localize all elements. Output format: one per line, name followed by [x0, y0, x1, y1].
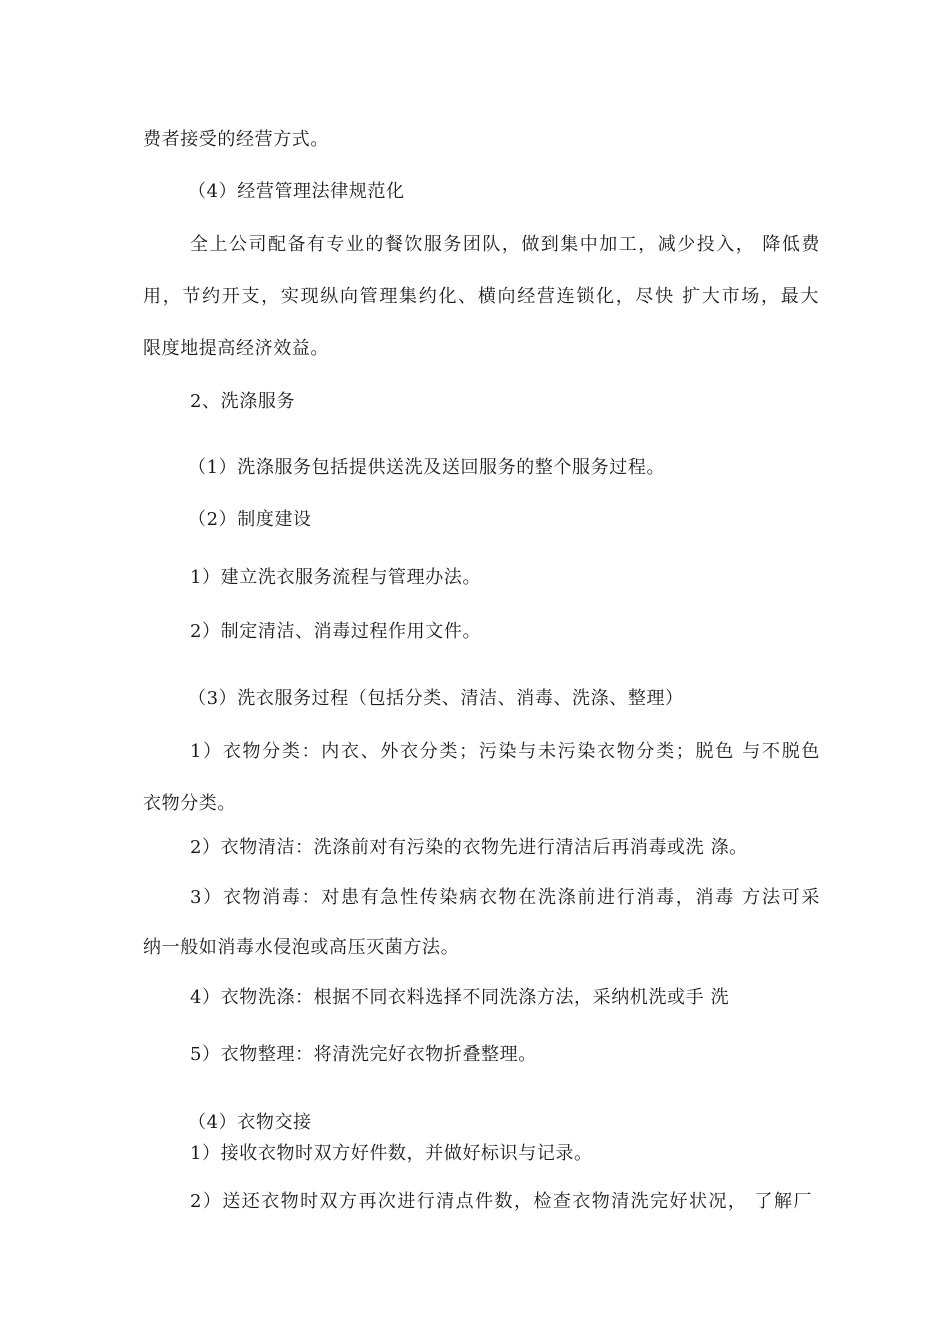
list-item: 4）衣物洗涤：根据不同衣料选择不同洗涤方法，采纳机洗或手 洗 [190, 987, 730, 1008]
list-item: 1）接收衣物时双方好件数，并做好标识与记录。 [190, 1143, 593, 1164]
list-item: 1）建立洗衣服务流程与管理办法。 [190, 567, 482, 588]
paragraph-line: 费者接受的经营方式。 [143, 129, 329, 150]
paragraph-line: 衣物分类。 [143, 793, 236, 814]
paragraph-line: 用，节约开支，实现纵向管理集约化、横向经营连锁化，尽快 扩大市场，最大 [143, 286, 819, 307]
paragraph-line: 限度地提高经济效益。 [143, 338, 329, 359]
paragraph-line: 全上公司配备有专业的餐饮服务团队，做到集中加工，减少投入， 降低费 [190, 234, 820, 255]
list-item: 2）送还衣物时双方再次进行清点件数，检查衣物清洗完好状况， 了解厂 [190, 1191, 812, 1212]
paragraph-line: （1）洗涤服务包括提供送洗及送回服务的整个服务过程。 [188, 457, 666, 478]
section-heading: （4）经营管理法律规范化 [188, 181, 405, 202]
section-heading: （4）衣物交接 [188, 1112, 312, 1133]
list-item: 1）衣物分类：内衣、外衣分类；污染与未污染衣物分类；脱色 与不脱色 [190, 741, 820, 762]
list-item: 5）衣物整理：将清洗完好衣物折叠整理。 [190, 1044, 537, 1065]
section-heading: 2、洗涤服务 [190, 391, 296, 412]
list-item: 2）制定清洁、消毒过程作用文件。 [190, 621, 482, 642]
section-heading: （2）制度建设 [188, 509, 312, 530]
section-heading: （3）洗衣服务过程（包括分类、清洁、消毒、洗涤、整理） [188, 688, 684, 709]
paragraph-line: 纳一般如消毒水侵泡或高压灭菌方法。 [143, 937, 460, 958]
list-item: 2）衣物清洁：洗涤前对有污染的衣物先进行清洁后再消毒或洗 涤。 [190, 837, 748, 858]
list-item: 3）衣物消毒：对患有急性传染病衣物在洗涤前进行消毒，消毒 方法可采 [190, 887, 820, 908]
